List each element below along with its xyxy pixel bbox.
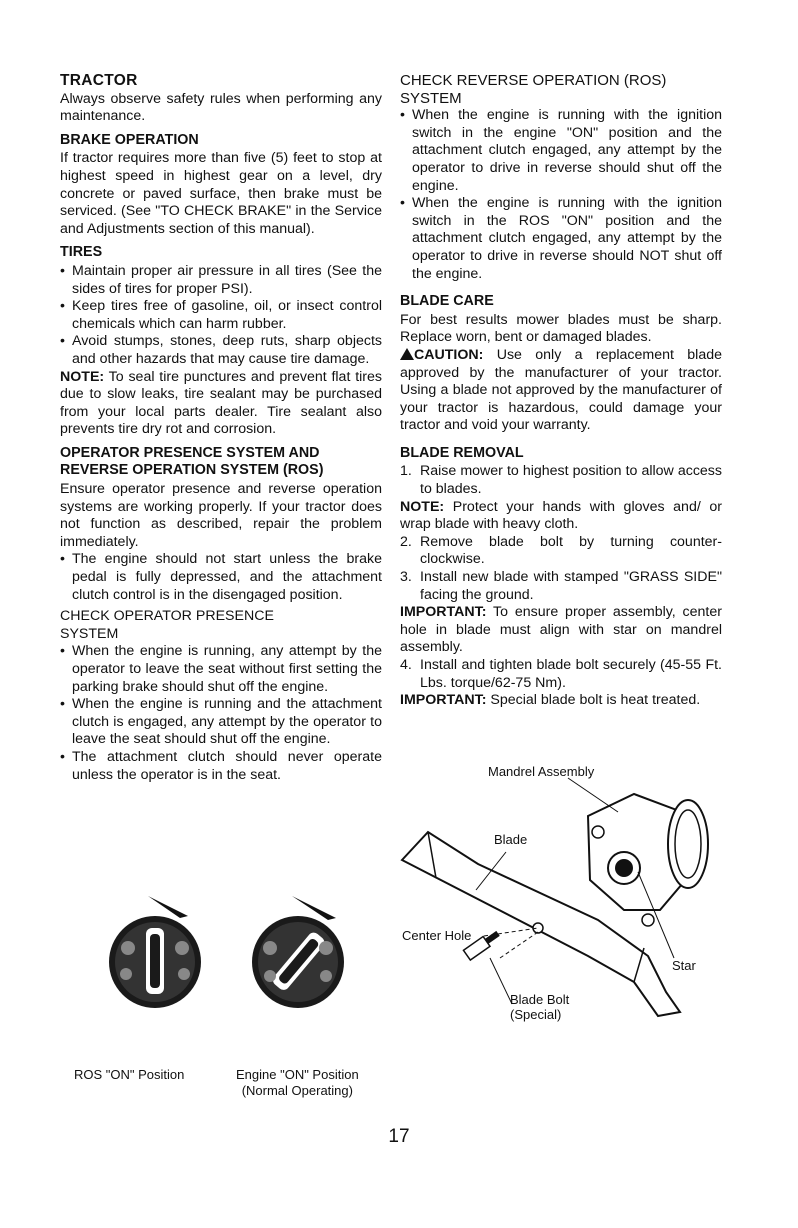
important-text: To ensure proper assembly, center hole in blade must align with star on mandrel assembly. [400,604,722,656]
removal-steps-3 [400,657,722,692]
right-column [400,72,722,710]
important-paragraph-1 [400,604,722,657]
left-column [60,72,382,784]
engine-caption-line2: (Normal Operating) [241,1083,353,1098]
brake-text: If tractor requires more than five (5) feet to stop at highest speed in highest gear on a level, dry concrete or paved surface, then brake must be serviced. (See "TO CHECK BRAKE" in the Service and Adjustments section of this manual). [60,150,382,237]
important-text: Special blade bolt is heat treated. [486,692,701,709]
blade-bolt-label [510,992,569,1022]
blade-care-text: For best results mower blades must be sharp. Replace worn, bent or damaged blades. [400,311,722,346]
step-text: Raise mower to highest position to allow access to blades. [420,463,722,498]
important-paragraph-2 [400,692,722,710]
note-text: To seal tire punctures and prevent flat tires due to slow leaks, tire sealant may be purchased from your local parts dealer. Tire sealant also prevents tire dry rot and corrosion. [60,368,382,438]
blade-bolt-line1: Blade Bolt [510,992,570,1007]
tires-heading: TIRES [60,244,103,261]
check-operator-list [60,643,382,784]
important-label: IMPORTANT: [400,692,487,709]
engine-caption-line1: Engine "ON" Position [236,1067,359,1082]
list-item: • The attachment clutch should never operate unless the operator is in the seat. [60,749,382,784]
tractor-text: Always observe safety rules when performing any maintenance. [60,90,382,125]
tire-note [60,369,382,439]
check-ros-list [400,107,722,283]
caution-paragraph [400,347,722,435]
note-label: NOTE: [60,368,105,385]
step-text: Remove blade bolt by turning counter-clockwise. [420,533,722,568]
list-item: • When the engine is running, any attempt by the operator to leave the seat without first setting the parking brake should shut off the engine. [60,643,382,696]
list-item [400,569,722,604]
star-label: Star [672,958,696,973]
blade-removal-heading: BLADE REMOVAL [400,444,524,461]
blade-bolt-line2: (Special) [510,1007,562,1022]
ops-heading: OPERATOR PRESENCE SYSTEM AND REVERSE OPERATION SYSTEM (ROS) [60,444,324,479]
removal-note [400,499,722,534]
ops-text: Ensure operator presence and reverse operation systems are working properly. If your tractor does not function as described, repair the problem immediately. [60,481,382,550]
note-label: NOTE: [400,498,445,515]
note-text: Protect your hands with gloves and/ or wrap blade with heavy cloth. [400,498,722,533]
step-text: Install and tighten blade bolt securely (45-55 Ft. Lbs. torque/62-75 Nm). [420,657,722,691]
removal-steps [400,463,722,498]
center-hole-label: Center Hole [402,928,472,943]
list-item [400,657,722,692]
step-text: Install new blade with stamped "GRASS SIDE" facing the ground. [420,569,722,603]
check-ros-heading: CHECK REVERSE OPERATION (ROS) SYSTEM [400,72,667,107]
step-number: 2. [400,533,412,550]
list-item: • When the engine is running with the ignition switch in the ROS "ON" position and the attachment clutch engaged, any attempt by the operator to drive in reverse should NOT shut off the engine. [400,195,722,283]
list-item [400,534,722,569]
important-label: IMPORTANT: [400,604,487,621]
check-operator-heading: CHECK OPERATOR PRESENCE SYSTEM [60,608,274,642]
list-item: • Keep tires free of gasoline, oil, or insect control chemicals which can harm rubber. [60,298,382,333]
blade-assembly-diagram [398,760,718,1030]
mandrel-assembly-label: Mandrel Assembly [488,764,595,779]
tires-list [60,263,382,369]
removal-steps-2 [400,534,722,604]
step-number: 4. [400,657,412,673]
list-item: • The engine should not start unless the brake pedal is fully depressed, and the attachment clutch control is in the disengaged position. [60,551,382,604]
page-number: 17 [388,1126,410,1147]
warning-triangle-icon [400,348,414,360]
blade-label: Blade [494,832,528,847]
blade-care-heading: BLADE CARE [400,293,494,310]
ros-position-caption: ROS "ON" Position [74,1067,185,1082]
caution-label: CAUTION: [414,346,484,363]
brake-heading: BRAKE OPERATION [60,131,199,148]
tractor-heading: TRACTOR [60,72,138,89]
list-item: • Avoid stumps, stones, deep ruts, sharp objects and other hazards that may cause tire damage. [60,333,382,368]
step-number: 3. [400,569,412,586]
list-item: • Maintain proper air pressure in all tires (See the sides of tires for proper PSI). [60,263,382,298]
ignition-switch-ros-illustration [100,888,210,1018]
engine-position-caption [236,1067,359,1099]
blade-assembly-illustration [398,760,718,1030]
list-item: • When the engine is running and the attachment clutch is engaged, any attempt by the operator to leave the seat should shut off the engine. [60,696,382,749]
list-item: • When the engine is running with the ignition switch in the engine "ON" position and the attachment clutch engaged, any attempt by the operator to drive in reverse should shut off the engine. [400,107,722,195]
ignition-switch-engine-illustration [240,888,360,1028]
caution-text: Use only a replacement blade approved by the manufacturer of your tractor. Using a blade not approved by the manufacturer of your tractor is hazardous, could damage your tractor and void your warranty. [400,346,722,434]
ops-list [60,551,382,604]
step-number: 1. [400,463,412,480]
list-item [400,463,722,498]
